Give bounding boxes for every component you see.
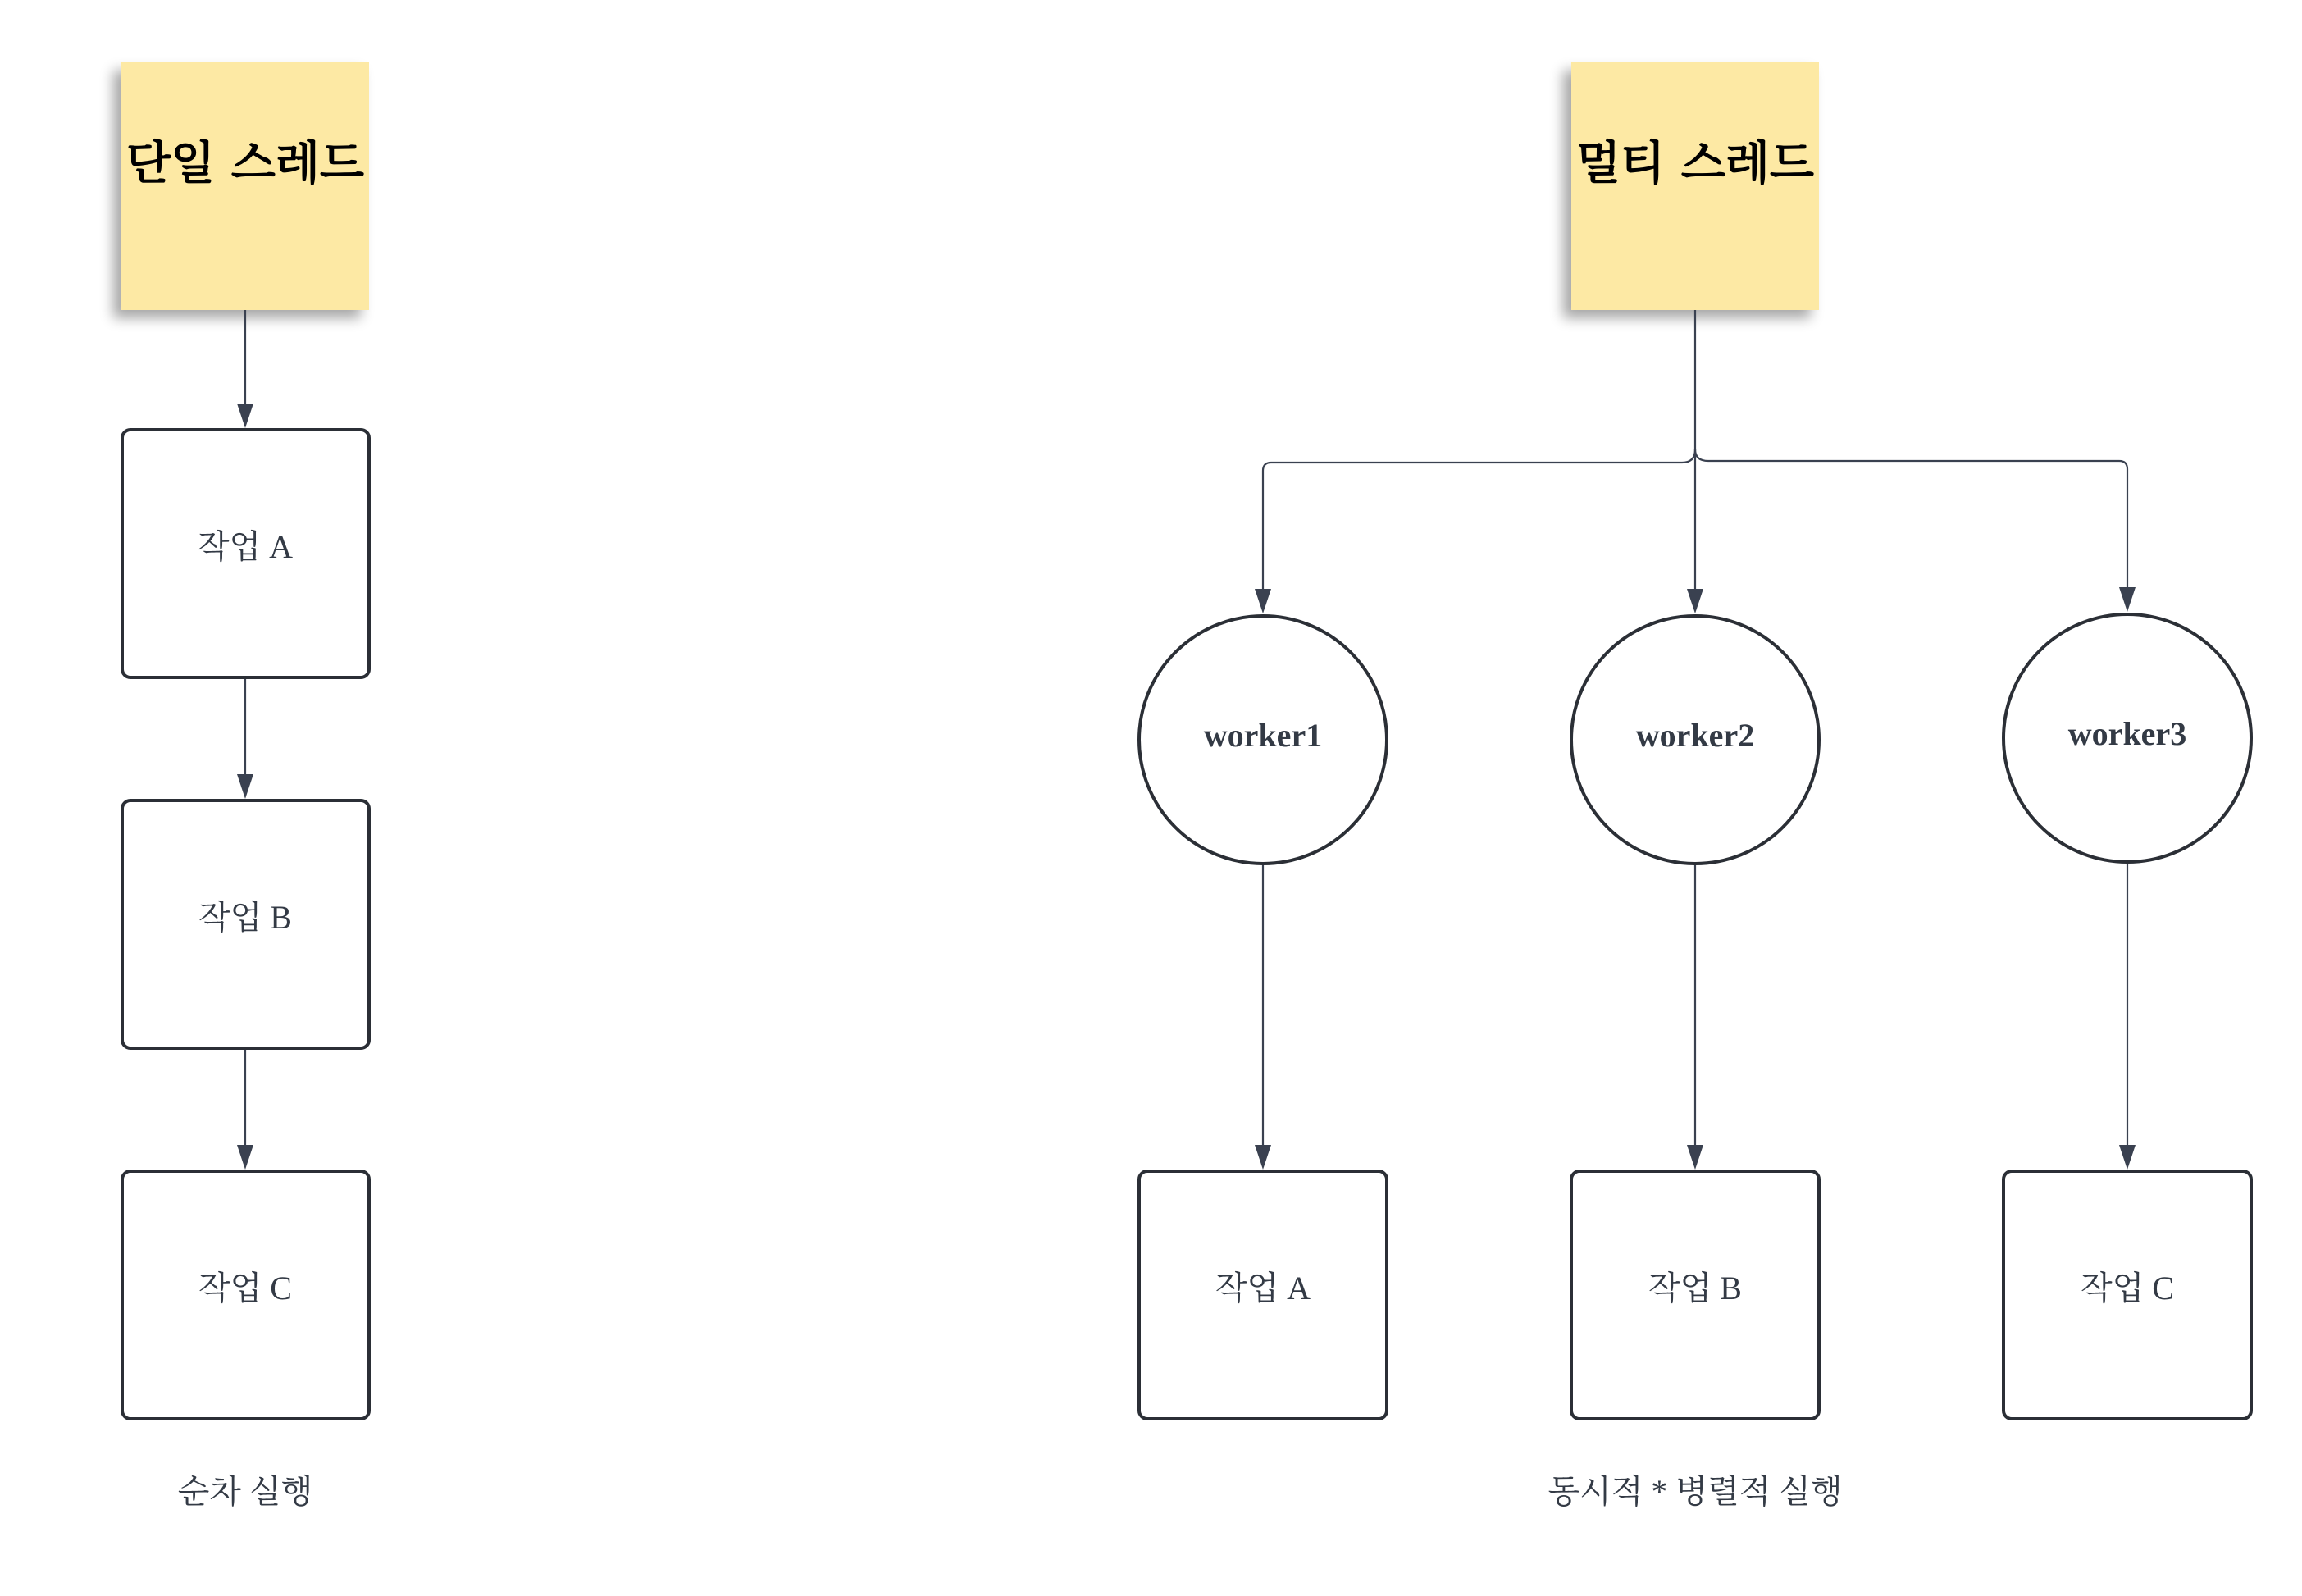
arrowhead: [2119, 587, 2136, 612]
worker2-label: worker2: [1635, 717, 1755, 754]
arrowhead: [2119, 1145, 2136, 1170]
arrowhead: [237, 404, 253, 428]
multi-task-b-label: 작업 B: [1648, 1270, 1742, 1306]
multi-thread-caption: 동시적 * 병렬적 실행: [1548, 1473, 1843, 1510]
multi-thread-title: 멀티 스레드: [1576, 137, 1814, 190]
single-thread-title: 단일 스레드: [126, 137, 364, 190]
multi-thread-section: [1139, 62, 2251, 1510]
multi-task-c[interactable]: [2003, 1171, 2251, 1419]
connector-line: [1263, 449, 1695, 595]
worker3-label: worker3: [2067, 715, 2187, 752]
arrowhead: [237, 1145, 253, 1170]
arrowhead: [237, 774, 253, 799]
single-task-b[interactable]: [122, 800, 369, 1048]
single-task-b-label: 작업 B: [198, 899, 292, 936]
single-thread-sticky-note[interactable]: [121, 62, 369, 310]
arrowhead: [1687, 1145, 1703, 1170]
multi-task-c-label: 작업 C: [2081, 1270, 2174, 1306]
multi-task-b[interactable]: [1571, 1171, 1819, 1419]
worker3-node[interactable]: [2003, 614, 2251, 862]
single-task-a-label: 작업 A: [197, 528, 294, 565]
single-task-a[interactable]: [122, 430, 369, 677]
single-thread-section: [121, 62, 369, 1510]
worker1-node[interactable]: [1139, 616, 1387, 864]
multi-thread-sticky-note[interactable]: [1571, 62, 1819, 310]
worker1-label: worker1: [1203, 717, 1323, 754]
multi-task-a[interactable]: [1139, 1171, 1387, 1419]
arrowhead: [1255, 1145, 1271, 1170]
arrowhead: [1255, 589, 1271, 613]
worker2-node[interactable]: [1571, 616, 1819, 864]
multi-task-a-label: 작업 A: [1215, 1270, 1311, 1306]
single-thread-caption: 순차 실행: [177, 1473, 313, 1510]
connector-line: [1695, 449, 2127, 594]
single-task-c-label: 작업 C: [198, 1270, 292, 1306]
arrowhead: [1687, 589, 1703, 613]
single-task-c[interactable]: [122, 1171, 369, 1419]
